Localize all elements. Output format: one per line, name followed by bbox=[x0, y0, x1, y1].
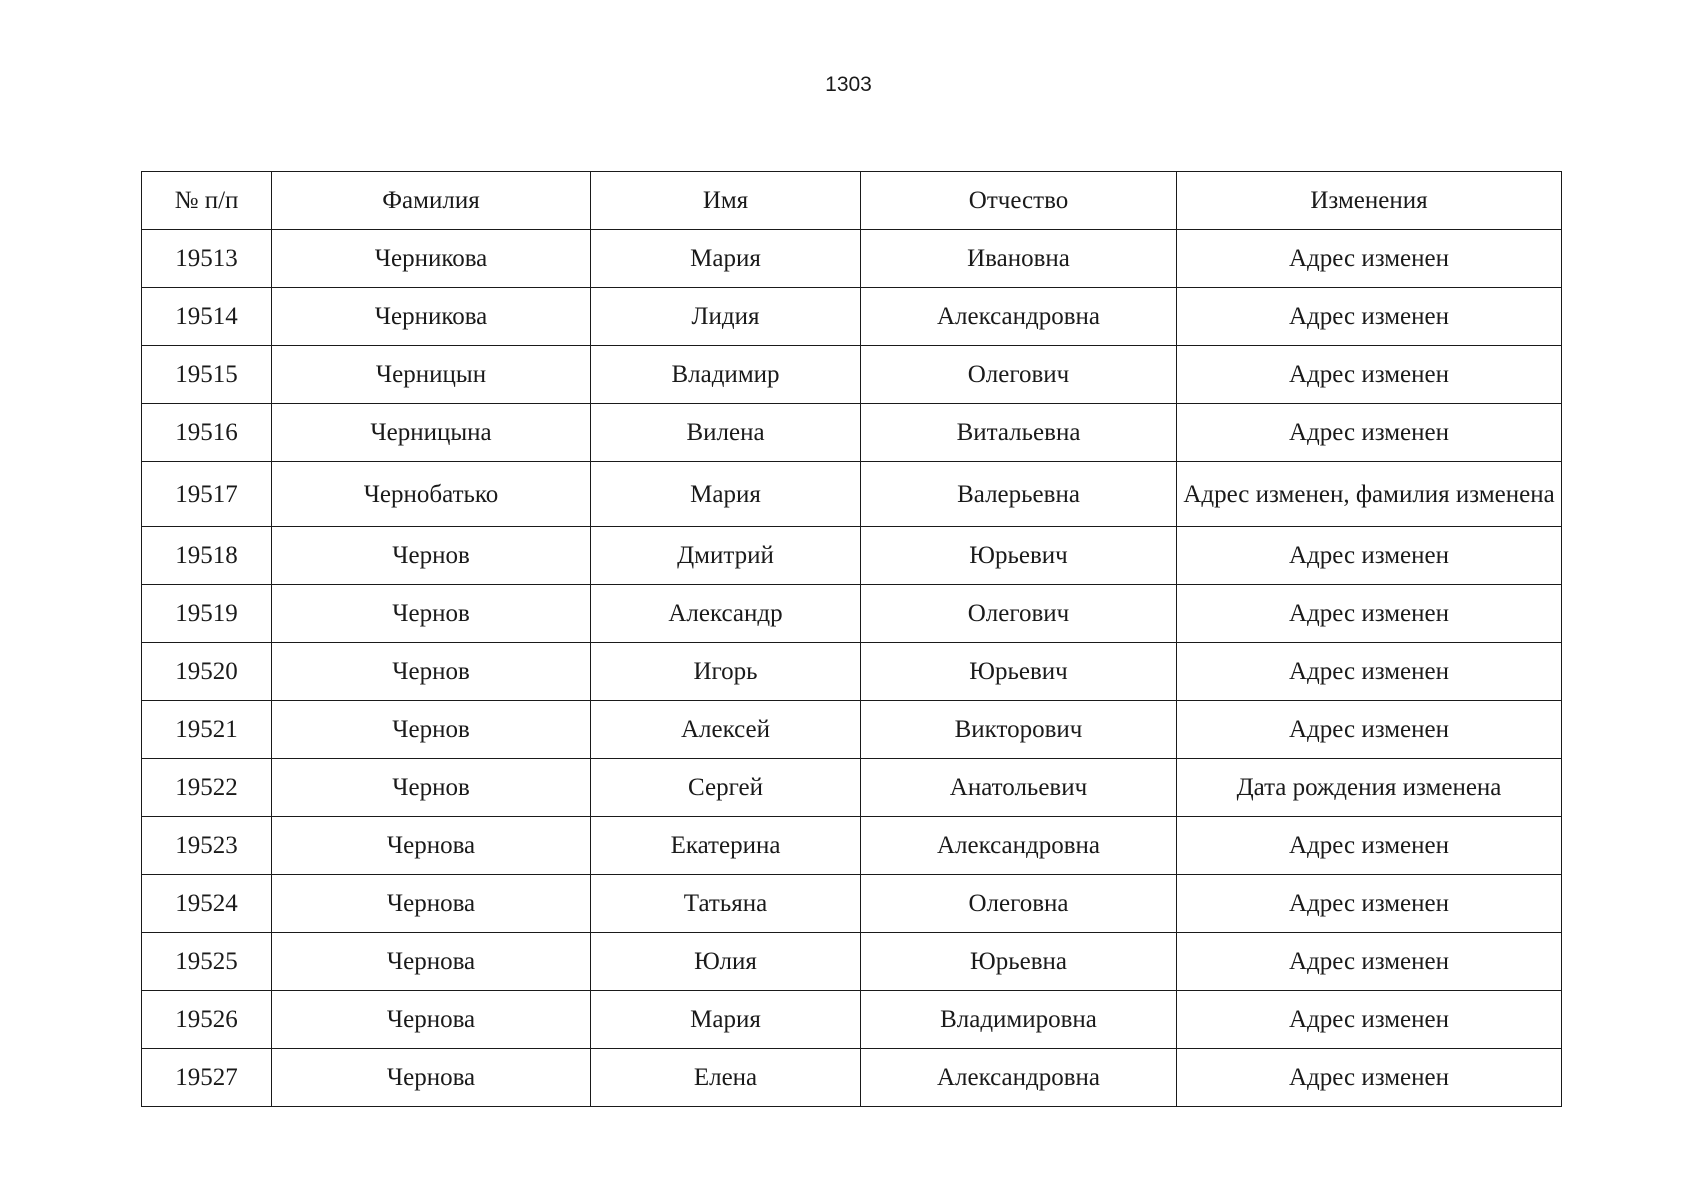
cell-patronymic: Александровна bbox=[861, 817, 1177, 875]
cell-name: Александр bbox=[591, 585, 861, 643]
cell-num: 19513 bbox=[142, 230, 272, 288]
cell-surname: Черникова bbox=[272, 288, 591, 346]
table-row bbox=[142, 462, 1562, 527]
cell-surname: Чернов bbox=[272, 527, 591, 585]
cell-surname: Чернобатько bbox=[272, 462, 591, 527]
cell-name: Сергей bbox=[591, 759, 861, 817]
cell-name: Татьяна bbox=[591, 875, 861, 933]
cell-patronymic: Олегович bbox=[861, 346, 1177, 404]
cell-name: Алексей bbox=[591, 701, 861, 759]
cell-surname: Чернова bbox=[272, 875, 591, 933]
cell-changes: Адрес изменен bbox=[1177, 230, 1562, 288]
cell-name: Мария bbox=[591, 462, 861, 527]
cell-patronymic: Витальевна bbox=[861, 404, 1177, 462]
header-name: Имя bbox=[591, 172, 861, 230]
registry-table bbox=[141, 171, 1562, 1107]
cell-surname: Черникова bbox=[272, 230, 591, 288]
cell-name: Владимир bbox=[591, 346, 861, 404]
cell-surname: Черницына bbox=[272, 404, 591, 462]
table-row bbox=[142, 933, 1562, 991]
cell-changes: Адрес изменен bbox=[1177, 933, 1562, 991]
cell-changes: Адрес изменен bbox=[1177, 288, 1562, 346]
cell-name: Мария bbox=[591, 991, 861, 1049]
table-row bbox=[142, 585, 1562, 643]
cell-changes: Адрес изменен bbox=[1177, 817, 1562, 875]
cell-patronymic: Олегович bbox=[861, 585, 1177, 643]
cell-name: Игорь bbox=[591, 643, 861, 701]
cell-patronymic: Юрьевич bbox=[861, 527, 1177, 585]
header-num: № п/п bbox=[142, 172, 272, 230]
cell-changes: Адрес изменен bbox=[1177, 875, 1562, 933]
cell-name: Юлия bbox=[591, 933, 861, 991]
cell-changes: Адрес изменен bbox=[1177, 1049, 1562, 1107]
cell-num: 19524 bbox=[142, 875, 272, 933]
cell-num: 19514 bbox=[142, 288, 272, 346]
cell-num: 19516 bbox=[142, 404, 272, 462]
cell-num: 19518 bbox=[142, 527, 272, 585]
cell-name: Вилена bbox=[591, 404, 861, 462]
cell-patronymic: Олеговна bbox=[861, 875, 1177, 933]
cell-surname: Чернов bbox=[272, 643, 591, 701]
cell-changes: Адрес изменен bbox=[1177, 991, 1562, 1049]
cell-surname: Чернова bbox=[272, 933, 591, 991]
cell-surname: Чернов bbox=[272, 701, 591, 759]
cell-patronymic: Валерьевна bbox=[861, 462, 1177, 527]
table-row bbox=[142, 991, 1562, 1049]
cell-patronymic: Александровна bbox=[861, 288, 1177, 346]
cell-name: Мария bbox=[591, 230, 861, 288]
cell-changes: Адрес изменен bbox=[1177, 585, 1562, 643]
cell-surname: Чернов bbox=[272, 759, 591, 817]
table-row bbox=[142, 288, 1562, 346]
cell-changes: Адрес изменен bbox=[1177, 346, 1562, 404]
cell-changes: Адрес изменен bbox=[1177, 701, 1562, 759]
table-header-row bbox=[142, 172, 1562, 230]
cell-name: Лидия bbox=[591, 288, 861, 346]
cell-name: Елена bbox=[591, 1049, 861, 1107]
cell-num: 19527 bbox=[142, 1049, 272, 1107]
cell-patronymic: Александровна bbox=[861, 1049, 1177, 1107]
cell-surname: Чернова bbox=[272, 1049, 591, 1107]
table-row bbox=[142, 1049, 1562, 1107]
header-patronymic: Отчество bbox=[861, 172, 1177, 230]
cell-patronymic: Юрьевна bbox=[861, 933, 1177, 991]
table-row bbox=[142, 759, 1562, 817]
cell-changes: Адрес изменен bbox=[1177, 643, 1562, 701]
cell-num: 19520 bbox=[142, 643, 272, 701]
cell-patronymic: Анатольевич bbox=[861, 759, 1177, 817]
cell-changes: Адрес изменен, фамилия изменена bbox=[1177, 462, 1562, 527]
table-row bbox=[142, 527, 1562, 585]
cell-patronymic: Владимировна bbox=[861, 991, 1177, 1049]
cell-changes: Дата рождения изменена bbox=[1177, 759, 1562, 817]
table-row bbox=[142, 643, 1562, 701]
cell-patronymic: Ивановна bbox=[861, 230, 1177, 288]
table-row bbox=[142, 404, 1562, 462]
cell-surname: Чернова bbox=[272, 991, 591, 1049]
header-surname: Фамилия bbox=[272, 172, 591, 230]
cell-patronymic: Юрьевич bbox=[861, 643, 1177, 701]
cell-num: 19526 bbox=[142, 991, 272, 1049]
cell-patronymic: Викторович bbox=[861, 701, 1177, 759]
cell-changes: Адрес изменен bbox=[1177, 404, 1562, 462]
table-row bbox=[142, 701, 1562, 759]
header-changes: Изменения bbox=[1177, 172, 1562, 230]
page-number: 1303 bbox=[825, 73, 872, 96]
cell-name: Дмитрий bbox=[591, 527, 861, 585]
cell-num: 19517 bbox=[142, 462, 272, 527]
cell-num: 19522 bbox=[142, 759, 272, 817]
cell-num: 19515 bbox=[142, 346, 272, 404]
cell-surname: Чернов bbox=[272, 585, 591, 643]
cell-changes: Адрес изменен bbox=[1177, 527, 1562, 585]
table-row bbox=[142, 817, 1562, 875]
table-row bbox=[142, 346, 1562, 404]
table-row bbox=[142, 875, 1562, 933]
cell-num: 19521 bbox=[142, 701, 272, 759]
table-row bbox=[142, 230, 1562, 288]
cell-surname: Черницын bbox=[272, 346, 591, 404]
cell-num: 19525 bbox=[142, 933, 272, 991]
cell-name: Екатерина bbox=[591, 817, 861, 875]
cell-num: 19523 bbox=[142, 817, 272, 875]
cell-num: 19519 bbox=[142, 585, 272, 643]
cell-surname: Чернова bbox=[272, 817, 591, 875]
